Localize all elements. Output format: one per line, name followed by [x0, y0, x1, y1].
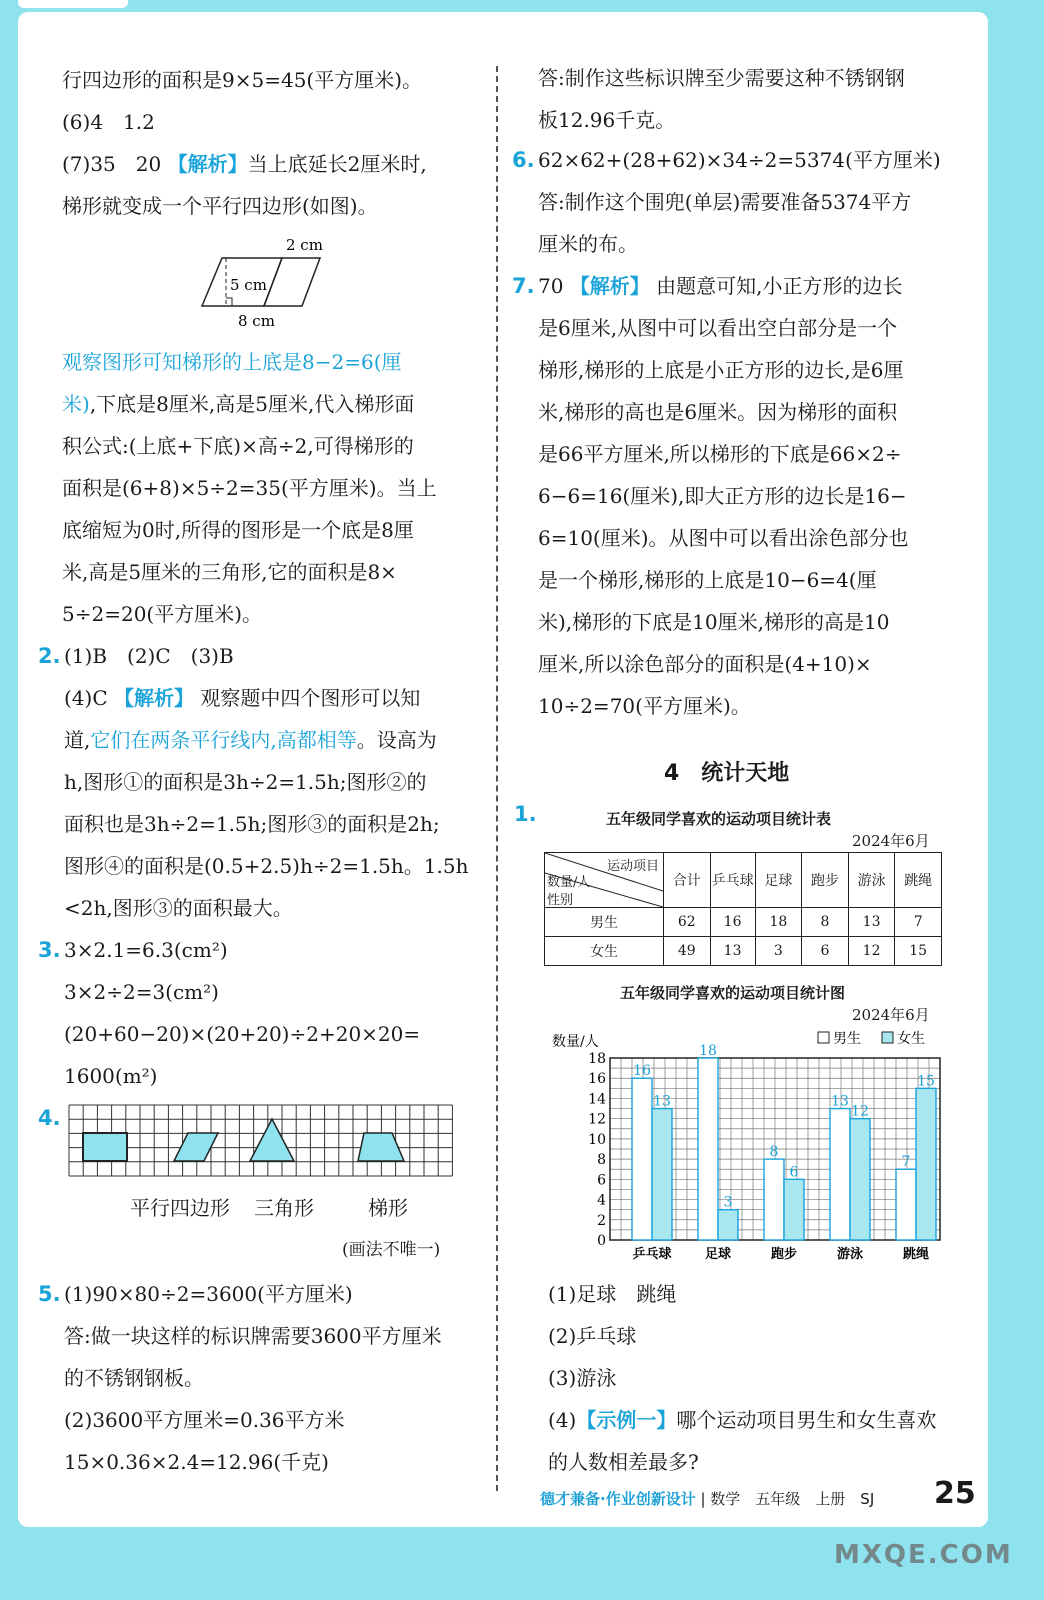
- grid-drawing: [64, 1100, 454, 1192]
- y-tick-label: 4: [597, 1192, 606, 1209]
- question-number: 5.: [38, 1282, 61, 1306]
- stat-table: [544, 852, 942, 966]
- shape-label: 平行四边形: [130, 1196, 230, 1220]
- example-tag: 【示例一】: [576, 1408, 677, 1432]
- bar-chart: [548, 1026, 948, 1266]
- text-line: (7)35 20 【解析】当上底延长2厘米时,: [62, 152, 427, 176]
- question-number: 3.: [38, 938, 61, 962]
- x-tick-label: 乒乓球: [632, 1247, 672, 1262]
- x-tick-label: 游泳: [836, 1247, 864, 1262]
- table-header-diag: 运动项目 数量/人 性别: [545, 853, 664, 908]
- text-line: 答:做一块这样的标识牌需要3600平方厘米: [64, 1324, 442, 1348]
- x-tick-label: 跳绳: [902, 1247, 930, 1262]
- bar-boys: [830, 1109, 850, 1240]
- note: (画法不唯一): [342, 1240, 441, 1260]
- table-title: 五年级同学喜欢的运动项目统计表: [606, 810, 832, 828]
- table-col-header: 跑步: [802, 853, 849, 908]
- text-line: 道,它们在两条平行线内,高都相等。设高为: [64, 728, 437, 752]
- table-col-header: 合计: [664, 853, 711, 908]
- text-line: 是66平方厘米,所以梯形的下底是66×2÷: [538, 442, 902, 466]
- text-line: 面积也是3h÷2=1.5h;图形③的面积是2h;: [64, 812, 440, 836]
- legend-label-boys: 男生: [833, 1031, 861, 1047]
- text-line: 观察图形可知梯形的上底是8−2=6(厘: [62, 350, 402, 374]
- text-line: 米),梯形的下底是10厘米,梯形的高是10: [538, 610, 890, 634]
- footer: 德才兼备·作业创新设计 | 数学 五年级 上册 SJ: [540, 1490, 875, 1508]
- text-line: 米,高是5厘米的三角形,它的面积是8×: [62, 560, 397, 584]
- text-line: 3×2÷2=3(cm²): [64, 980, 219, 1004]
- text-line: (20+60−20)×(20+20)÷2+20×20=: [64, 1022, 421, 1046]
- watermark: MXQE.COM: [834, 1540, 1013, 1570]
- answer-line: (4)【示例一】哪个运动项目男生和女生喜欢: [548, 1408, 937, 1432]
- bar-girls: [718, 1210, 738, 1240]
- question-number: 1.: [514, 802, 537, 826]
- analysis-tag: 【解析】: [114, 686, 194, 710]
- text-line: 积公式:(上底+下底)×高÷2,可得梯形的: [62, 434, 414, 458]
- question-number: 4.: [38, 1106, 61, 1130]
- table-col-header: 游泳: [848, 853, 895, 908]
- fig-top-label: 2 cm: [286, 236, 323, 254]
- text-line: 是6厘米,从图中可以看出空白部分是一个: [538, 316, 898, 340]
- answer-line: 的人数相差最多?: [548, 1450, 699, 1474]
- text-line: 板12.96千克。: [538, 108, 676, 132]
- bar-boys: [896, 1169, 916, 1240]
- table-date: 2024年6月: [852, 832, 930, 850]
- y-tick-label: 18: [588, 1051, 606, 1067]
- text-line: 厘米的布。: [538, 232, 638, 256]
- right-wave-border: [984, 0, 1044, 1600]
- text-line: (6)4 1.2: [62, 110, 155, 134]
- bar-value-label: 8: [769, 1144, 779, 1161]
- top-tab: [18, 0, 128, 8]
- x-tick-label: 足球: [704, 1247, 732, 1262]
- table-row: 男生 62 16 18 8 13 7: [545, 908, 942, 937]
- footer-subject: 数学 五年级 上册 SJ: [710, 1490, 875, 1508]
- text-line: 6=10(厘米)。从图中可以看出涂色部分也: [538, 526, 909, 550]
- y-axis-label: 数量/人: [552, 1034, 599, 1050]
- text-line: 6−6=16(厘米),即大正方形的边长是16−: [538, 484, 907, 508]
- answer-line: (1)足球 跳绳: [548, 1282, 677, 1306]
- y-tick-label: 10: [588, 1131, 606, 1148]
- bar-value-label: 15: [917, 1073, 935, 1090]
- bar-girls: [784, 1179, 804, 1240]
- legend-label-girls: 女生: [897, 1031, 925, 1047]
- text-line: 底缩短为0时,所得的图形是一个底是8厘: [62, 518, 414, 542]
- y-tick-label: 16: [588, 1071, 606, 1088]
- column-divider: [496, 66, 498, 1491]
- bar-boys: [764, 1159, 784, 1240]
- text-line: <2h,图形③的面积最大。: [64, 896, 293, 920]
- fig-height-label: 5 cm: [230, 276, 267, 294]
- section-title: 4 统计天地: [664, 761, 790, 786]
- text-line: 米),下底是8厘米,高是5厘米,代入梯形面: [62, 392, 415, 416]
- y-tick-label: 0: [597, 1233, 606, 1249]
- question-number: 7.: [512, 274, 535, 298]
- text-line: 70 【解析】 由题意可知,小正方形的边长: [538, 274, 903, 298]
- legend-swatch-girls: [882, 1032, 893, 1043]
- text-line: h,图形①的面积是3h÷2=1.5h;图形②的: [64, 770, 427, 794]
- text-line: 15×0.36×2.4=12.96(千克): [64, 1450, 329, 1474]
- table-row: 女生 49 13 3 6 12 15: [545, 937, 942, 966]
- y-tick-label: 14: [588, 1091, 606, 1108]
- table-col-header: 乒乓球: [710, 853, 755, 908]
- bar-value-label: 12: [851, 1103, 869, 1120]
- bar-girls: [652, 1109, 672, 1240]
- page-number: 25: [934, 1476, 976, 1511]
- bar-boys: [698, 1058, 718, 1240]
- bar-value-label: 13: [831, 1093, 849, 1110]
- analysis-tag: 【解析】: [569, 274, 650, 298]
- y-tick-label: 12: [588, 1111, 606, 1128]
- chart-date: 2024年6月: [852, 1006, 930, 1024]
- table-col-header: 足球: [755, 853, 802, 908]
- text-line: 1600(m²): [64, 1064, 158, 1088]
- y-tick-label: 2: [597, 1212, 606, 1229]
- text-line: (4)C 【解析】 观察题中四个图形可以知: [64, 686, 421, 710]
- bar-girls: [850, 1119, 870, 1240]
- bar-value-label: 7: [901, 1154, 911, 1171]
- text-line: 的不锈钢钢板。: [64, 1366, 204, 1390]
- text-line: 厘米,所以涂色部分的面积是(4+10)×: [538, 652, 872, 676]
- bar-value-label: 6: [789, 1164, 799, 1181]
- trapezoid-figure: [190, 234, 340, 334]
- answer-line: (2)乒乓球: [548, 1324, 637, 1348]
- chart-title: 五年级同学喜欢的运动项目统计图: [620, 984, 846, 1002]
- text-line: 米,梯形的高也是6厘米。因为梯形的面积: [538, 400, 898, 424]
- table-col-header: 跳绳: [895, 853, 942, 908]
- bar-value-label: 16: [633, 1063, 651, 1080]
- text-line: 面积是(6+8)×5÷2=35(平方厘米)。当上: [62, 476, 437, 500]
- text-line: (1)B (2)C (3)B: [64, 644, 234, 668]
- text-line: 10÷2=70(平方厘米)。: [538, 694, 751, 718]
- bar-value-label: 18: [699, 1043, 717, 1059]
- text-line: (2)3600平方厘米=0.36平方米: [64, 1408, 345, 1432]
- text-line: 梯形,梯形的上底是小正方形的边长,是6厘: [538, 358, 904, 382]
- bar-girls: [916, 1088, 936, 1240]
- text-line: 答:制作这些标识牌至少需要这种不锈钢钢: [538, 66, 905, 90]
- text-line: 答:制作这个围兜(单层)需要准备5374平方: [538, 190, 912, 214]
- answer-line: (3)游泳: [548, 1366, 617, 1390]
- y-tick-label: 8: [597, 1152, 606, 1169]
- text-line: 行四边形的面积是9×5=45(平方厘米)。: [62, 68, 423, 92]
- legend-swatch-boys: [818, 1032, 829, 1043]
- footer-brand: 德才兼备·作业创新设计: [540, 1490, 696, 1508]
- shape-label: 梯形: [368, 1196, 408, 1220]
- x-tick-label: 跑步: [770, 1247, 798, 1262]
- text-line: 是一个梯形,梯形的上底是10−6=4(厘: [538, 568, 877, 592]
- question-number: 2.: [38, 644, 61, 668]
- bar-value-label: 3: [723, 1194, 733, 1211]
- text-line: 3×2.1=6.3(cm²): [64, 938, 228, 962]
- text-line: 梯形就变成一个平行四边形(如图)。: [62, 194, 378, 218]
- fig-bottom-label: 8 cm: [238, 312, 275, 330]
- y-tick-label: 6: [597, 1172, 606, 1189]
- bar-boys: [632, 1078, 652, 1240]
- text-line: 5÷2=20(平方厘米)。: [62, 602, 263, 626]
- shape-label: 三角形: [254, 1196, 314, 1220]
- question-number: 6.: [512, 148, 535, 172]
- text-line: (1)90×80÷2=3600(平方厘米): [64, 1282, 353, 1306]
- text-line: 图形④的面积是(0.5+2.5)h÷2=1.5h。1.5h: [64, 854, 469, 878]
- text-line: 62×62+(28+62)×34÷2=5374(平方厘米): [538, 148, 941, 172]
- bar-value-label: 13: [653, 1093, 671, 1110]
- analysis-tag: 【解析】: [167, 152, 248, 176]
